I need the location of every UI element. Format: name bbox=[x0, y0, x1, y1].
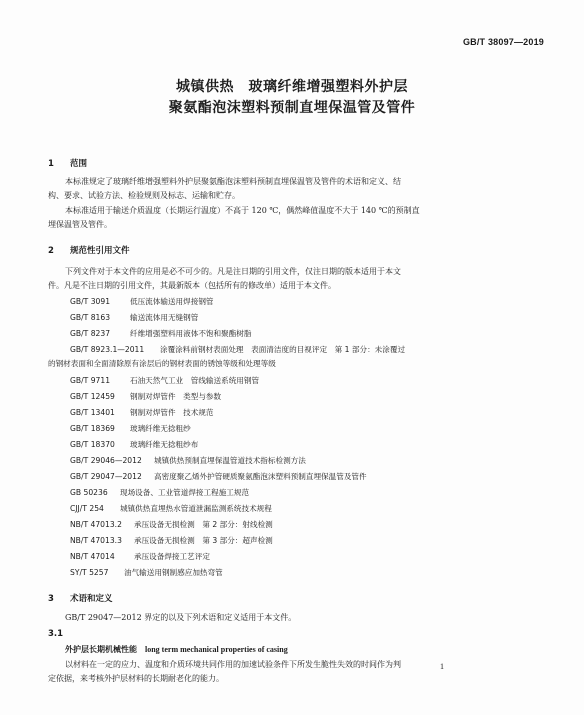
section-number: 2 bbox=[48, 246, 54, 256]
reference-item: GB/T 12459 钢制对焊管件 类型与参数 bbox=[70, 392, 222, 401]
reference-item: GB/T 8163 输送流体用无缝钢管 bbox=[70, 313, 199, 322]
section-2-heading bbox=[48, 244, 130, 256]
document-title-line-1: 城镇供热 玻璃纤维增强塑料外护层 bbox=[176, 79, 408, 95]
reference-item: GB/T 9711 石油天然气工业 管线输送系统用钢管 bbox=[70, 376, 260, 385]
section-number: 1 bbox=[48, 159, 54, 169]
page-number: 1 bbox=[440, 662, 444, 671]
standard-number: GB/T 38097—2019 bbox=[462, 37, 544, 47]
reference-item: GB/T 29047—2012 高密度聚乙烯外护管硬质聚氨酯泡沫塑料预制直埋保温管及管件 bbox=[70, 472, 367, 481]
term-definition-line-2: 定依据，来考核外护层材料的长期耐老化的能力。 bbox=[48, 674, 224, 683]
reference-item: GB/T 3091 低压流体输送用焊接钢管 bbox=[70, 297, 214, 306]
reference-item: GB/T 8237 纤维增强塑料用液体不饱和聚酯树脂 bbox=[70, 329, 252, 338]
reference-item: GB/T 8923.1—2011 涂覆涂料前钢材表面处理 表面清洁度的目视评定 第 1 部分：未涂覆过 bbox=[70, 345, 406, 354]
section-title: 规范性引用文件 bbox=[70, 246, 130, 256]
subsection-number: 3.1 bbox=[48, 629, 64, 639]
section-1-para-1-line-2: 构、要求、试验方法、检验规则及标志、运输和贮存。 bbox=[48, 191, 240, 200]
reference-item: NB/T 47013.3 承压设备无损检测 第 3 部分：超声检测 bbox=[70, 536, 273, 545]
reference-item: GB/T 18369 玻璃纤维无捻粗纱 bbox=[70, 424, 191, 433]
section-title: 范围 bbox=[70, 159, 88, 169]
section-3-heading bbox=[48, 592, 113, 604]
reference-item: GB/T 18370 玻璃纤维无捻粗纱布 bbox=[70, 440, 199, 449]
section-1-heading bbox=[48, 157, 87, 169]
section-2-intro-line-2: 件。凡是不注日期的引用文件，其最新版本（包括所有的修改单）适用于本文件。 bbox=[48, 281, 336, 290]
section-number: 3 bbox=[48, 594, 54, 604]
document-title-line-2: 聚氨酯泡沫塑料预制直埋保温管及管件 bbox=[168, 100, 416, 116]
reference-item: SY/T 5257 油气输送用钢制感应加热弯管 bbox=[70, 568, 223, 577]
reference-item: GB 50236 现场设备、工业管道焊接工程施工规范 bbox=[70, 488, 250, 497]
reference-item: NB/T 47013.2 承压设备无损检测 第 2 部分：射线检测 bbox=[70, 520, 273, 529]
reference-item: CJJ/T 254 城镇供热直埋热水管道泄漏监测系统技术规程 bbox=[70, 504, 272, 513]
section-2-intro-line-1: 下列文件对于本文件的应用是必不可少的。凡是注日期的引用文件，仅注日期的版本适用于本文 bbox=[65, 267, 401, 276]
section-1-para-1-line-1: 本标准规定了玻璃纤维增强塑料外护层聚氨酯泡沫塑料预制直埋保温管及管件的术语和定义、结 bbox=[65, 177, 401, 186]
reference-item: GB/T 13401 钢制对焊管件 技术规范 bbox=[70, 408, 214, 417]
reference-item: NB/T 47014 承压设备焊接工艺评定 bbox=[70, 552, 210, 561]
section-title: 术语和定义 bbox=[70, 594, 113, 604]
section-3-intro: GB/T 29047—2012 界定的以及下列术语和定义适用于本文件。 bbox=[65, 613, 297, 622]
reference-item: GB/T 29046—2012 城镇供热预制直埋保温管道技术指标检测方法 bbox=[70, 456, 306, 465]
term-chinese: 外护层长期机械性能 bbox=[65, 645, 137, 654]
reference-item-continuation: 的钢材表面和全面清除原有涂层后的钢材表面的锈蚀等级和处理等级 bbox=[48, 359, 276, 368]
section-1-para-2-line-2: 埋保温管及管件。 bbox=[48, 220, 112, 229]
term-definition-line-1: 以材料在一定的应力、温度和介质环境共同作用的加速试验条件下所发生脆性失效的时间作为判 bbox=[65, 660, 401, 669]
term-heading bbox=[65, 643, 288, 657]
term-english: long term mechanical properties of casing bbox=[145, 645, 288, 654]
section-1-para-2-line-1: 本标准适用于输送介质温度（长期运行温度）不高于 120 ℃，偶然峰值温度不大于 140 ℃的预制直 bbox=[65, 206, 420, 215]
